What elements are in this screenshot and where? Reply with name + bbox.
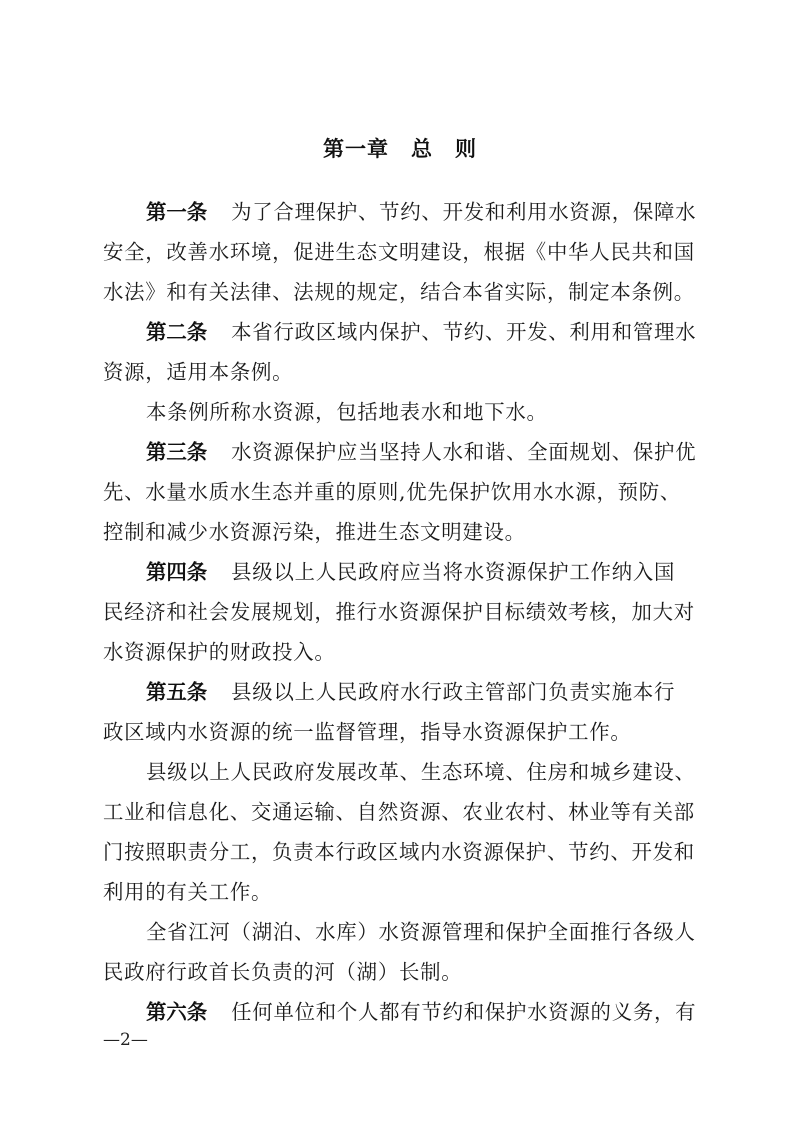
- article-2-paragraph-2: 本条例所称水资源，包括地表水和地下水。: [146, 400, 548, 424]
- article-text: 县级以上人民政府应当将水资源保护工作纳入国: [231, 560, 676, 584]
- article-1-line-3: 水法》和有关法律、法规的规定，结合本省实际，制定本条例。: [103, 280, 695, 304]
- document-body: [103, 192, 697, 1032]
- article-5-paragraph-2-line-3: 门按照职责分工，负责本行政区域内水资源保护、节约、开发和: [103, 840, 695, 864]
- article-5-line-2: 政区域内水资源的统一监督管理，指导水资源保护工作。: [103, 720, 632, 744]
- article-1-line-2: 安全，改善水环境，促进生态文明建设，根据《中华人民共和国: [103, 240, 695, 264]
- article-3-line-3: 控制和减少水资源污染，推进生态文明建设。: [103, 520, 526, 544]
- article-5-paragraph-2-line-4: 利用的有关工作。: [103, 880, 273, 904]
- article-text: 县级以上人民政府水行政主管部门负责实施本行: [231, 680, 676, 704]
- article-label: 第三条: [146, 440, 208, 464]
- article-label: 第六条: [146, 1000, 208, 1024]
- article-3-line-2: 先、水量水质水生态并重的原则,优先保护饮用水水源，预防、: [103, 480, 682, 504]
- article-2-line-2: 资源，适用本条例。: [103, 360, 294, 384]
- chapter-number: 第一章: [323, 137, 389, 161]
- article-label: 第一条: [146, 200, 208, 224]
- article-label: 第四条: [146, 560, 208, 584]
- article-2-line-1: [103, 312, 697, 352]
- article-label: 第五条: [146, 680, 208, 704]
- article-text: 水资源保护应当坚持人水和谐、全面规划、保护优: [231, 440, 697, 464]
- article-5-paragraph-3-line-2: 民政府行政首长负责的河（湖）长制。: [103, 960, 463, 984]
- article-3-line-1: [103, 432, 697, 472]
- article-text: 为了合理保护、节约、开发和利用水资源，保障水: [231, 200, 697, 224]
- chapter-title: 总 则: [411, 137, 477, 161]
- article-text: 本省行政区域内保护、节约、开发、利用和管理水: [231, 320, 697, 344]
- article-5-paragraph-2-line-1: 县级以上人民政府发展改革、生态环境、住房和城乡建设、: [146, 760, 696, 784]
- article-label: 第二条: [146, 320, 208, 344]
- chapter-heading: [0, 133, 800, 163]
- article-1-line-1: [103, 192, 697, 232]
- article-text: 任何单位和个人都有节约和保护水资源的义务，有: [231, 1000, 697, 1024]
- page-number: —2—: [103, 1030, 148, 1050]
- article-6-line-1: [103, 992, 697, 1032]
- article-4-line-3: 水资源保护的财政投入。: [103, 640, 336, 664]
- article-5-paragraph-2-line-2: 工业和信息化、交通运输、自然资源、农业农村、林业等有关部: [103, 800, 695, 824]
- article-5-paragraph-3-line-1: 全省江河（湖泊、水库）水资源管理和保护全面推行各级人: [146, 920, 696, 944]
- article-4-line-2: 民经济和社会发展规划，推行水资源保护目标绩效考核，加大对: [103, 600, 695, 624]
- article-5-line-1: [103, 672, 697, 712]
- article-4-line-1: [103, 552, 697, 592]
